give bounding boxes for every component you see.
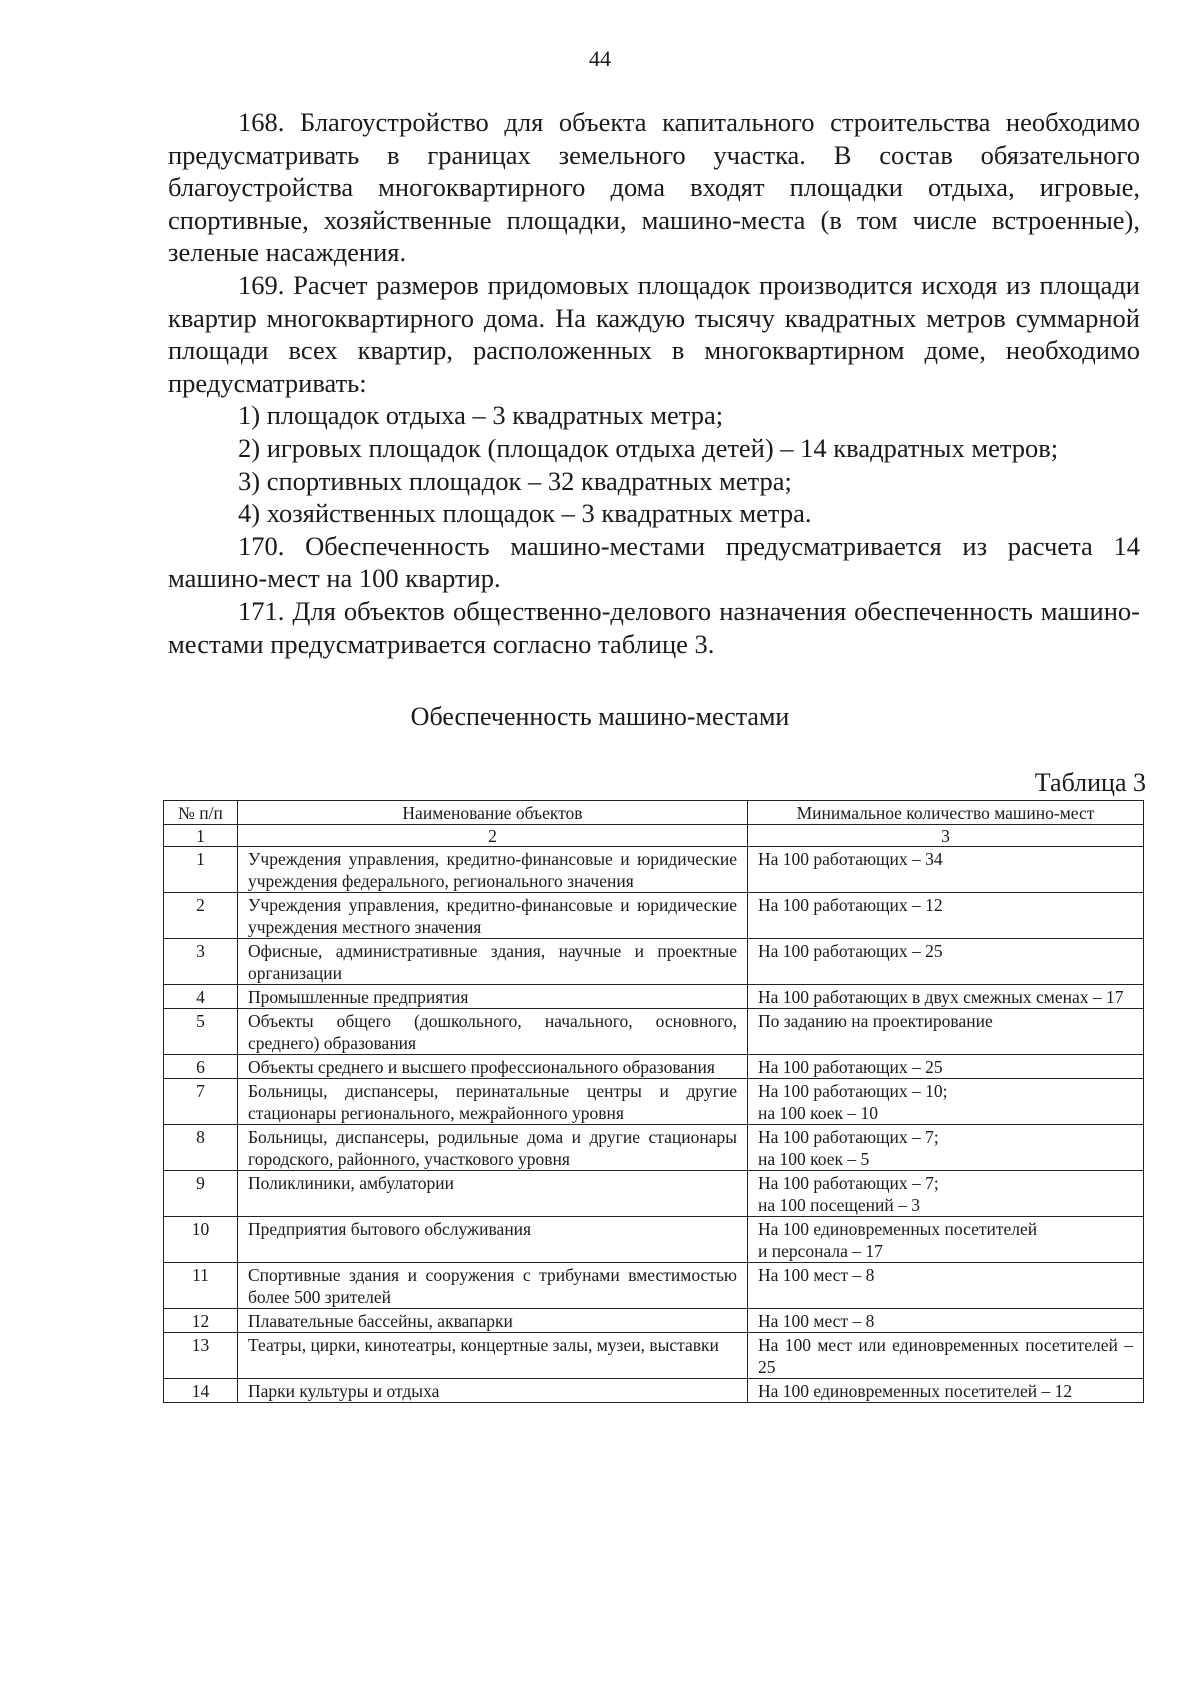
row-number: 11 — [164, 1263, 238, 1309]
object-name: Поликлиники, амбулатории — [238, 1171, 748, 1217]
parking-requirement: На 100 работающих – 12 — [748, 893, 1144, 939]
row-number: 9 — [164, 1171, 238, 1217]
parking-requirement: На 100 мест или единовременных посетителей – 25 — [748, 1333, 1144, 1379]
table-row — [164, 1009, 1144, 1055]
list-item-1: 1) площадок отдыха – 3 квадратных метра; — [238, 400, 724, 431]
parking-requirement: На 100 мест – 8 — [748, 1309, 1144, 1333]
row-number: 8 — [164, 1125, 238, 1171]
table-row — [164, 893, 1144, 939]
table-row — [164, 1217, 1144, 1263]
table-row — [164, 939, 1144, 985]
object-name: Спортивные здания и сооружения с трибунами вместимостью более 500 зрителей — [238, 1263, 748, 1309]
column-number: 3 — [748, 825, 1144, 847]
column-number: 1 — [164, 825, 238, 847]
object-name: Плавательные бассейны, аквапарки — [238, 1309, 748, 1333]
object-name: Промышленные предприятия — [238, 985, 748, 1009]
paragraph-168: 168. Благоустройство для объекта капитального строительства необходимо предусматривать в границах земельного участка. В состав обязательного благоустройства многоквартирного дома входят площадки отдыха, игровые, спортивные, хозяйственные площадки, машино-места (в том числе встроенные), зеленые насаждения. — [168, 107, 1140, 268]
table-title: Обеспеченность машино-местами — [410, 702, 790, 731]
table-row — [164, 1171, 1144, 1217]
table-row — [164, 985, 1144, 1009]
object-name: Объекты общего (дошкольного, начального, основного, среднего) образования — [238, 1009, 748, 1055]
column-number-row — [164, 825, 1144, 847]
list-item-3: 3) спортивных площадок – 32 квадратных метра; — [238, 465, 792, 496]
row-number: 1 — [164, 847, 238, 893]
parking-requirement: На 100 работающих в двух смежных сменах – 17 — [748, 985, 1144, 1009]
object-name: Учреждения управления, кредитно-финансовые и юридические учреждения федерального, регионального значения — [238, 847, 748, 893]
object-name: Больницы, диспансеры, перинатальные центры и другие стационары регионального, межрайонного уровня — [238, 1079, 748, 1125]
header-num: № п/п — [164, 801, 238, 825]
object-name: Театры, цирки, кинотеатры, концертные залы, музеи, выставки — [238, 1333, 748, 1379]
paragraph-170: 170. Обеспеченность машино-местами предусматривается из расчета 14 машино-мест на 100 квартир. — [168, 530, 1140, 594]
object-name: Предприятия бытового обслуживания — [238, 1217, 748, 1263]
row-number: 7 — [164, 1079, 238, 1125]
table-caption: Таблица 3 — [1034, 768, 1146, 797]
table-row — [164, 1263, 1144, 1309]
table-row — [164, 1079, 1144, 1125]
table-row — [164, 847, 1144, 893]
table-body — [164, 847, 1144, 1403]
table-row — [164, 1379, 1144, 1403]
parking-requirement: На 100 единовременных посетителей и персонала – 17 — [748, 1217, 1144, 1263]
row-number: 10 — [164, 1217, 238, 1263]
list-item-4: 4) хозяйственных площадок – 3 квадратных метра. — [238, 498, 812, 529]
paragraph-171: 171. Для объектов общественно-делового назначения обеспеченность машино-местами предусматривается согласно таблице 3. — [168, 595, 1140, 659]
paragraph-169: 169. Расчет размеров придомовых площадок производится исходя из площади квартир многоквартирного дома. На каждую тысячу квадратных метров суммарной площади всех квартир, расположенных в многоквартирном доме, необходимо предусматривать: — [168, 269, 1140, 398]
object-name: Больницы, диспансеры, родильные дома и другие стационары городского, районного, участкового уровня — [238, 1125, 748, 1171]
object-name: Объекты среднего и высшего профессионального образования — [238, 1055, 748, 1079]
parking-requirement: На 100 работающих – 34 — [748, 847, 1144, 893]
row-number: 13 — [164, 1333, 238, 1379]
list-item-2: 2) игровых площадок (площадок отдыха детей) – 14 квадратных метров; — [238, 432, 1059, 463]
row-number: 2 — [164, 893, 238, 939]
row-number: 4 — [164, 985, 238, 1009]
parking-requirement: На 100 единовременных посетителей – 12 — [748, 1379, 1144, 1403]
row-number: 5 — [164, 1009, 238, 1055]
parking-requirement: На 100 работающих – 25 — [748, 1055, 1144, 1079]
body-text — [168, 106, 1140, 660]
header-name: Наименование объектов — [238, 801, 748, 825]
parking-requirement: На 100 работающих – 25 — [748, 939, 1144, 985]
parking-requirement: На 100 мест – 8 — [748, 1263, 1144, 1309]
table-row — [164, 1333, 1144, 1379]
parking-requirement: На 100 работающих – 7; на 100 посещений – 3 — [748, 1171, 1144, 1217]
table-row — [164, 1125, 1144, 1171]
row-number: 3 — [164, 939, 238, 985]
row-number: 14 — [164, 1379, 238, 1403]
table-row — [164, 1055, 1144, 1079]
object-name: Парки культуры и отдыха — [238, 1379, 748, 1403]
table-row — [164, 1309, 1144, 1333]
column-number: 2 — [238, 825, 748, 847]
object-name: Офисные, административные здания, научные и проектные организации — [238, 939, 748, 985]
parking-requirement: На 100 работающих – 10; на 100 коек – 10 — [748, 1079, 1144, 1125]
parking-requirement: На 100 работающих – 7; на 100 коек – 5 — [748, 1125, 1144, 1171]
object-name: Учреждения управления, кредитно-финансовые и юридические учреждения местного значения — [238, 893, 748, 939]
parking-norms-table — [163, 800, 1144, 1403]
table-header-row — [164, 801, 1144, 825]
parking-requirement: По заданию на проектирование — [748, 1009, 1144, 1055]
page-number: 44 — [589, 46, 611, 71]
header-min: Минимальное количество машино-мест — [748, 801, 1144, 825]
row-number: 12 — [164, 1309, 238, 1333]
row-number: 6 — [164, 1055, 238, 1079]
